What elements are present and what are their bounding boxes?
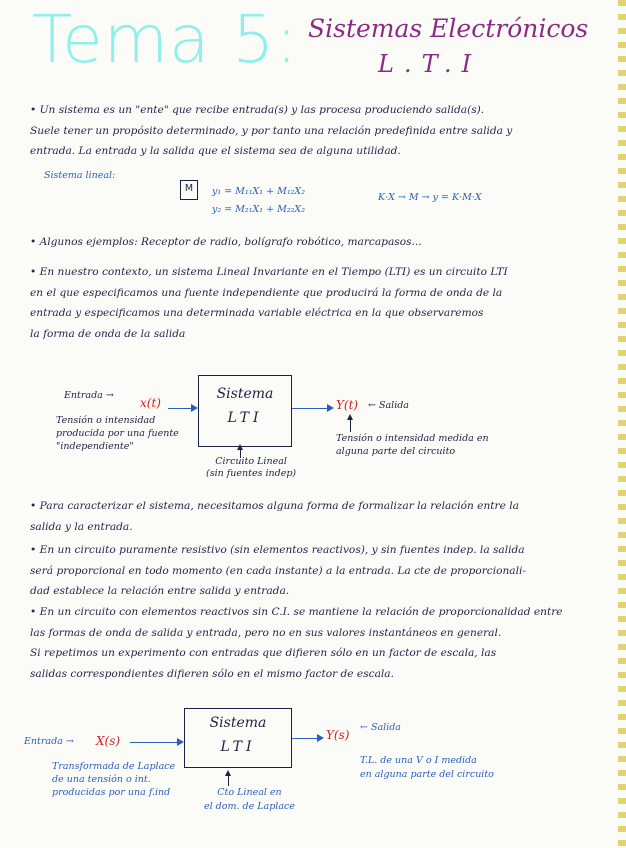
text-line: T.L. de una V o I medida — [360, 755, 477, 766]
up-arrow-icon — [350, 420, 351, 432]
text-line: la forma de onda de la salida — [30, 327, 186, 340]
text-line: producidas por una f.ind — [52, 787, 171, 798]
text-line: entrada. La entrada y la salida que el sistema sea de alguna utilidad. — [30, 145, 401, 157]
output-signal: Y(s) — [326, 728, 350, 742]
input-label: Entrada → — [64, 390, 114, 401]
input-arrow-icon — [130, 742, 182, 743]
text-line: • En un circuito puramente resistivo (sin elementos reactivos), y sin fuentes indep. la salida — [30, 544, 525, 556]
text-line: las formas de onda de salida y entrada, pero no en sus valores instantáneos en general. — [30, 626, 502, 639]
text-line: salidas correspondientes difieren sólo en el mismo factor de escala. — [30, 667, 394, 680]
text-line: Cto Lineal en — [217, 787, 282, 798]
notebook-edge — [618, 0, 626, 848]
input-description — [52, 760, 175, 799]
text-line: salida y la entrada. — [30, 520, 133, 533]
paragraph-definition — [30, 100, 600, 162]
output-label: ← Salida — [360, 722, 401, 733]
box-label-lti: LTI — [220, 739, 256, 755]
text-line: Circuito Lineal — [215, 456, 287, 467]
text-line: • Un sistema es un "ente" que recibe entrada(s) y las procesa produciendo salida(s). — [30, 104, 485, 116]
text-line: Tensión o intensidad — [56, 415, 156, 426]
linear-system-label: Sistema lineal: — [44, 170, 116, 181]
text-line: • En un circuito con elementos reactivos sin C.I. se mantiene la relación de proporcionalidad entre — [30, 606, 563, 618]
linear-equation-2: y₂ = M₂₁X₁ + M₂₂X₂ — [212, 204, 306, 215]
text-line: será proporcional en todo momento (en cada instante) a la entrada. La cte de proporcionali- — [30, 564, 526, 577]
input-arrow-icon — [168, 408, 196, 409]
lti-system-box-laplace — [184, 708, 292, 768]
text-line: dad establece la relación entre salida y entrada. — [30, 585, 290, 597]
page-subtitle: Sistemas Electrónicos — [308, 14, 589, 43]
input-description — [56, 414, 179, 453]
text-line: Tensión o intensidad medida en — [336, 433, 489, 444]
page-title: Tema 5: — [32, 1, 299, 78]
text-line: el dom. de Laplace — [204, 801, 295, 812]
matrix-box — [180, 180, 198, 200]
linear-equation-3: K·X → M → y = K·M·X — [378, 192, 482, 203]
text-line: en el que especificamos una fuente independiente que producirá la forma de onda de la — [30, 286, 503, 299]
input-signal: X(s) — [96, 734, 121, 748]
output-description — [336, 432, 489, 458]
paragraph-reactive — [30, 602, 608, 684]
paragraph-resistive — [30, 540, 605, 602]
output-label: ← Salida — [368, 400, 409, 411]
text-line: (sin fuentes indep) — [206, 468, 297, 479]
text-line: entrada y especificamos una determinada variable eléctrica en la que observaremos — [30, 307, 484, 319]
box-description — [206, 456, 296, 480]
lti-system-box-time — [198, 375, 292, 447]
box-label: Sistema — [216, 386, 274, 402]
text-line: producida por una fuente — [56, 428, 179, 439]
text-line: "independiente" — [56, 441, 134, 452]
text-line: en alguna parte del circuito — [360, 769, 494, 780]
text-line: Si repetimos un experimento con entradas que difieren sólo en un factor de escala, las — [30, 647, 497, 659]
box-label-lti: LTI — [227, 410, 263, 426]
input-signal: x(t) — [140, 396, 161, 410]
text-line: Transformada de Laplace — [52, 761, 176, 772]
text-line: • En nuestro contexto, un sistema Lineal Invariante en el Tiempo (LTI) es un circuito LTI — [30, 266, 508, 278]
box-label: Sistema — [209, 715, 267, 731]
output-signal: Y(t) — [336, 398, 359, 412]
output-description — [360, 754, 494, 782]
paragraph-characterize — [30, 496, 605, 537]
output-arrow-icon — [292, 738, 322, 739]
matrix-symbol: M — [184, 183, 194, 194]
linear-equation-1: y₁ = M₁₁X₁ + M₁₂X₂ — [212, 186, 306, 197]
output-arrow-icon — [292, 408, 332, 409]
text-line: Suele tener un propósito determinado, y por tanto una relación predefinida entre salida y — [30, 124, 513, 137]
box-description — [204, 786, 295, 814]
up-arrow-icon — [228, 776, 229, 786]
input-label: Entrada → — [24, 736, 74, 747]
text-line: de una tensión o int. — [52, 774, 151, 785]
text-line: alguna parte del circuito — [336, 446, 456, 457]
page-subtitle-lti: L.T.I — [378, 50, 482, 78]
paragraph-context — [30, 262, 605, 344]
text-line: • Para caracterizar el sistema, necesitamos alguna forma de formalizar la relación entre la — [30, 500, 519, 512]
paragraph-examples: • Algunos ejemplos: Receptor de radio, bolígrafo robótico, marcapasos... — [30, 236, 422, 248]
